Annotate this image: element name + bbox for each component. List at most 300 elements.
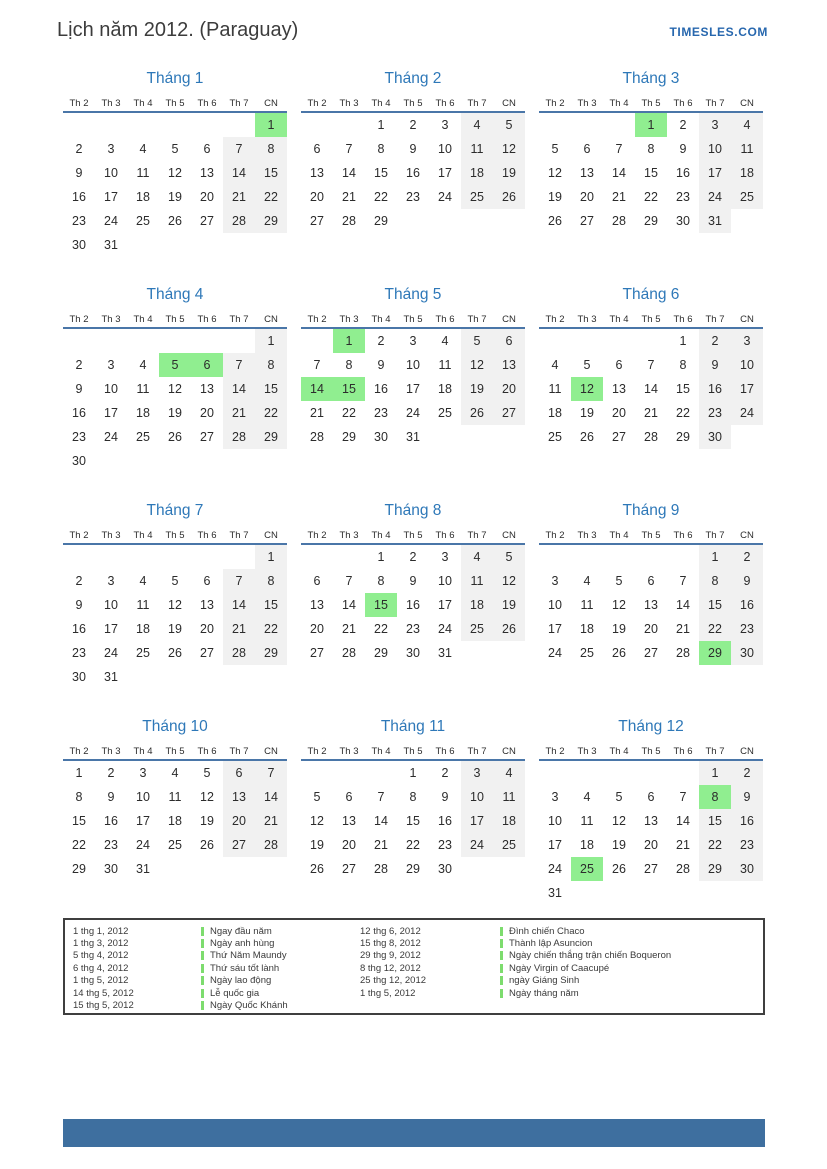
day-cell: 7 (255, 761, 287, 785)
day-cell: 27 (310, 646, 324, 660)
weekday-header: Th 3 (577, 745, 597, 757)
day-cell: 26 (493, 185, 525, 209)
day-cell (255, 449, 287, 473)
week-row (63, 545, 287, 569)
legend-date: 25 thg 12, 2012 (360, 975, 427, 987)
day-cell (539, 233, 571, 257)
day-cell: 25 (168, 838, 182, 852)
day-cell (127, 113, 159, 137)
day-cell: 24 (104, 430, 118, 444)
legend-date: 1 thg 1, 2012 (73, 925, 129, 937)
day-cell: 22 (406, 838, 420, 852)
day-cell (667, 545, 699, 569)
day-cell: 10 (104, 382, 118, 396)
day-cell: 11 (580, 598, 594, 612)
weekday-header: Th 3 (339, 529, 359, 541)
day-cell: 8 (699, 785, 731, 809)
day-cell: 17 (104, 190, 118, 204)
day-cell: 20 (200, 406, 214, 420)
day-cell: 2 (731, 545, 763, 569)
weekday-header-row (301, 743, 525, 761)
day-cell: 23 (72, 646, 86, 660)
legend-holiday-text: Đình chiến Chaco (509, 925, 585, 937)
day-cell: 30 (438, 862, 452, 876)
month-title: Tháng 9 (622, 502, 680, 519)
legend-date: 15 thg 8, 2012 (360, 938, 421, 950)
day-cell: 2 (679, 118, 687, 132)
week-row (539, 209, 763, 233)
day-cell: 27 (612, 430, 626, 444)
day-cell: 7 (345, 142, 353, 156)
day-cell: 25 (571, 857, 603, 881)
month-block (63, 502, 287, 689)
day-cell: 1 (75, 766, 83, 780)
day-cell: 19 (168, 622, 182, 636)
weekday-header: Th 5 (165, 529, 185, 541)
day-cell (699, 449, 731, 473)
legend-date: 5 thg 4, 2012 (73, 950, 129, 962)
weekday-header: Th 6 (197, 529, 217, 541)
week-row (539, 449, 763, 473)
day-cell: 16 (72, 622, 86, 636)
week-row (63, 881, 287, 905)
day-cell: 15 (255, 377, 287, 401)
day-cell (95, 329, 127, 353)
day-cell: 13 (342, 814, 356, 828)
day-cell: 31 (104, 238, 118, 252)
month-block (301, 70, 525, 257)
weekday-header: Th 5 (165, 97, 185, 109)
day-cell: 12 (548, 166, 562, 180)
weekday-header: Th 2 (545, 745, 565, 757)
months-grid (63, 70, 764, 905)
legend-holiday-text: Thứ Năm Maundy (210, 950, 287, 962)
weekday-header: Th 6 (435, 313, 455, 325)
day-cell: 18 (461, 161, 493, 185)
month-block (301, 286, 525, 473)
day-cell (127, 233, 159, 257)
day-cell: 14 (644, 382, 658, 396)
day-cell (95, 545, 127, 569)
weekday-header: Th 7 (229, 529, 249, 541)
day-cell: 20 (342, 838, 356, 852)
week-row (539, 881, 763, 905)
legend-date: 29 thg 9, 2012 (360, 950, 421, 962)
day-cell: 18 (136, 406, 150, 420)
day-cell: 25 (493, 833, 525, 857)
day-cell: 29 (255, 209, 287, 233)
legend-date: 12 thg 6, 2012 (360, 925, 421, 937)
day-cell: 9 (731, 785, 763, 809)
weekday-header: Th 2 (69, 745, 89, 757)
week-row (539, 809, 763, 833)
day-cell: 16 (72, 190, 86, 204)
week-row (63, 353, 287, 377)
weekday-header-row (63, 527, 287, 545)
weekday-header: Th 6 (435, 745, 455, 757)
weekday-header: Th 6 (435, 529, 455, 541)
day-cell: 14 (612, 166, 626, 180)
legend-holiday-name (500, 988, 579, 999)
day-cell: 3 (551, 574, 559, 588)
weekday-header: Th 3 (101, 745, 121, 757)
day-cell: 12 (168, 598, 182, 612)
day-cell (397, 209, 429, 233)
month-block (539, 286, 763, 473)
day-cell (63, 113, 95, 137)
day-cell: 14 (342, 598, 356, 612)
day-cell (365, 449, 397, 473)
day-cell (603, 545, 635, 569)
site-link[interactable]: TIMESLES.COM (669, 25, 768, 39)
legend-holiday-text: Ngày Virgin of Caacupé (509, 962, 610, 974)
day-cell: 16 (699, 377, 731, 401)
day-cell (333, 449, 365, 473)
day-cell: 24 (699, 185, 731, 209)
day-cell (461, 641, 493, 665)
day-cell: 24 (438, 622, 452, 636)
day-cell: 30 (72, 670, 86, 684)
day-cell: 6 (191, 353, 223, 377)
day-cell: 9 (377, 358, 385, 372)
legend-row (360, 962, 671, 974)
day-cell: 11 (168, 790, 182, 804)
day-cell (191, 449, 223, 473)
day-cell: 27 (580, 214, 594, 228)
day-cell (571, 545, 603, 569)
day-cell (95, 449, 127, 473)
day-cell: 21 (644, 406, 658, 420)
weekday-header: Th 2 (307, 313, 327, 325)
legend-holiday-name (500, 950, 671, 961)
day-cell (635, 329, 667, 353)
week-row (301, 233, 525, 257)
day-cell: 3 (107, 142, 115, 156)
day-cell: 26 (310, 862, 324, 876)
day-cell: 23 (676, 190, 690, 204)
day-cell: 21 (342, 622, 356, 636)
day-cell: 15 (72, 814, 86, 828)
legend-holiday-text: Thứ sáu tốt lành (210, 962, 280, 974)
day-cell: 8 (699, 569, 731, 593)
day-cell (159, 881, 191, 905)
day-cell: 23 (406, 622, 420, 636)
day-cell (461, 881, 493, 905)
day-cell (699, 233, 731, 257)
day-cell: 20 (612, 406, 626, 420)
week-row (301, 857, 525, 881)
holiday-marker-icon (201, 964, 204, 973)
day-cell: 31 (699, 209, 731, 233)
weekday-header: Th 4 (371, 745, 391, 757)
day-cell: 12 (461, 353, 493, 377)
day-cell: 4 (461, 545, 493, 569)
weekday-header: Th 5 (165, 745, 185, 757)
day-cell: 1 (679, 334, 687, 348)
day-cell (571, 449, 603, 473)
legend-row (360, 975, 671, 987)
weekday-header: Th 7 (467, 97, 487, 109)
day-cell: 7 (615, 142, 623, 156)
day-cell: 13 (223, 785, 255, 809)
day-cell: 25 (136, 214, 150, 228)
day-cell: 10 (731, 353, 763, 377)
week-row (301, 641, 525, 665)
day-cell: 4 (171, 766, 179, 780)
day-cell (127, 881, 159, 905)
month-block (539, 718, 763, 905)
day-cell: 26 (200, 838, 214, 852)
day-cell: 26 (580, 430, 594, 444)
month-title: Tháng 2 (384, 70, 442, 87)
day-cell (539, 329, 571, 353)
day-cell: 4 (493, 761, 525, 785)
legend-column (73, 925, 288, 1012)
day-cell (301, 665, 333, 689)
day-cell: 16 (406, 598, 420, 612)
weekday-header-row (539, 311, 763, 329)
week-row (63, 329, 287, 353)
day-cell: 12 (493, 137, 525, 161)
day-cell (301, 881, 333, 905)
day-cell: 22 (255, 185, 287, 209)
day-cell (333, 233, 365, 257)
day-cell: 1 (377, 550, 385, 564)
day-cell: 13 (200, 598, 214, 612)
day-cell: 23 (406, 190, 420, 204)
week-row (539, 785, 763, 809)
day-cell: 9 (75, 166, 83, 180)
day-cell: 21 (255, 809, 287, 833)
holiday-marker-icon (500, 939, 503, 948)
day-cell (159, 233, 191, 257)
day-cell: 3 (139, 766, 147, 780)
weekday-header: Th 3 (577, 313, 597, 325)
weekday-header: Th 7 (229, 745, 249, 757)
week-row (63, 785, 287, 809)
day-cell (191, 857, 223, 881)
day-cell: 6 (493, 329, 525, 353)
week-row (63, 401, 287, 425)
day-cell: 25 (136, 646, 150, 660)
day-cell: 15 (699, 809, 731, 833)
weekday-header-row (301, 95, 525, 113)
month-title: Tháng 5 (384, 286, 442, 303)
day-cell (301, 545, 333, 569)
day-cell: 18 (580, 622, 594, 636)
day-cell (667, 881, 699, 905)
day-cell: 16 (731, 809, 763, 833)
day-cell (63, 329, 95, 353)
day-cell: 22 (644, 190, 658, 204)
legend-holiday-name (201, 1000, 288, 1011)
day-cell: 25 (580, 646, 594, 660)
day-cell: 5 (551, 142, 559, 156)
day-cell: 29 (644, 214, 658, 228)
legend-holiday-text: Ngày anh hùng (210, 938, 275, 950)
weekday-header: Th 2 (545, 529, 565, 541)
weekday-header: CN (502, 313, 516, 325)
day-cell: 9 (409, 142, 417, 156)
day-cell: 7 (345, 574, 353, 588)
day-cell: 15 (255, 593, 287, 617)
day-cell: 17 (731, 377, 763, 401)
day-cell: 9 (699, 353, 731, 377)
weekday-header: Th 2 (307, 529, 327, 541)
day-cell: 11 (438, 358, 452, 372)
day-cell: 30 (731, 641, 763, 665)
day-cell: 6 (615, 358, 623, 372)
day-cell: 27 (200, 646, 214, 660)
day-cell: 20 (200, 190, 214, 204)
week-row (301, 449, 525, 473)
week-row (301, 113, 525, 137)
day-cell: 21 (223, 401, 255, 425)
day-cell (223, 113, 255, 137)
day-cell (461, 665, 493, 689)
week-row (301, 761, 525, 785)
day-cell: 7 (223, 353, 255, 377)
day-cell: 20 (493, 377, 525, 401)
day-cell (461, 209, 493, 233)
day-cell (429, 209, 461, 233)
day-cell: 27 (493, 401, 525, 425)
legend-row (360, 987, 671, 999)
holiday-marker-icon (500, 951, 503, 960)
day-cell (223, 449, 255, 473)
weekday-header: Th 3 (101, 97, 121, 109)
footer-bar (63, 1119, 765, 1147)
day-cell (191, 545, 223, 569)
weekday-header-row (63, 311, 287, 329)
legend-holiday-text: Ngay đầu năm (210, 925, 272, 937)
day-cell: 2 (409, 550, 417, 564)
day-cell (731, 209, 763, 233)
day-cell: 2 (377, 334, 385, 348)
day-cell: 31 (548, 886, 562, 900)
day-cell (539, 545, 571, 569)
weekday-header-row (63, 95, 287, 113)
day-cell: 28 (342, 646, 356, 660)
day-cell: 24 (136, 838, 150, 852)
legend-holiday-text: Lễ quốc gia (210, 987, 260, 999)
day-cell: 30 (676, 214, 690, 228)
day-cell (63, 545, 95, 569)
day-cell: 10 (438, 574, 452, 588)
day-cell: 18 (548, 406, 562, 420)
day-cell: 14 (223, 377, 255, 401)
day-cell: 3 (441, 550, 449, 564)
day-cell: 14 (301, 377, 333, 401)
day-cell: 17 (136, 814, 150, 828)
weekday-header: CN (264, 313, 278, 325)
day-cell: 13 (580, 166, 594, 180)
week-row (539, 161, 763, 185)
weekday-header-row (539, 743, 763, 761)
week-row (539, 329, 763, 353)
day-cell: 27 (644, 646, 658, 660)
day-cell: 16 (676, 166, 690, 180)
weekday-header: Th 5 (403, 529, 423, 541)
weekday-header: Th 7 (467, 313, 487, 325)
weekday-header: Th 6 (673, 313, 693, 325)
day-cell: 17 (548, 838, 562, 852)
day-cell (635, 449, 667, 473)
day-cell: 21 (342, 190, 356, 204)
day-cell: 10 (104, 598, 118, 612)
day-cell: 22 (676, 406, 690, 420)
holiday-marker-icon (201, 927, 204, 936)
month-block (301, 718, 525, 905)
day-cell: 7 (647, 358, 655, 372)
week-row (539, 377, 763, 401)
day-cell (191, 881, 223, 905)
day-cell: 4 (139, 358, 147, 372)
day-cell: 11 (136, 166, 150, 180)
day-cell: 26 (548, 214, 562, 228)
day-cell (63, 881, 95, 905)
day-cell: 18 (438, 382, 452, 396)
day-cell (667, 761, 699, 785)
day-cell: 18 (580, 838, 594, 852)
day-cell (635, 545, 667, 569)
month-title: Tháng 11 (380, 718, 446, 735)
day-cell: 19 (612, 622, 626, 636)
legend-date: 1 thg 5, 2012 (73, 975, 129, 987)
day-cell: 13 (644, 598, 658, 612)
day-cell: 7 (223, 137, 255, 161)
day-cell (493, 449, 525, 473)
legend-date: 14 thg 5, 2012 (73, 987, 134, 999)
day-cell: 8 (409, 790, 417, 804)
day-cell (571, 113, 603, 137)
day-cell: 15 (333, 377, 365, 401)
legend-date: 1 thg 5, 2012 (360, 987, 416, 999)
day-cell: 1 (635, 113, 667, 137)
weekday-header: Th 6 (197, 745, 217, 757)
week-row (539, 137, 763, 161)
day-cell: 3 (699, 113, 731, 137)
week-row (301, 785, 525, 809)
week-row (63, 857, 287, 881)
day-cell: 25 (461, 617, 493, 641)
day-cell: 30 (104, 862, 118, 876)
day-cell (159, 665, 191, 689)
day-cell: 6 (203, 574, 211, 588)
day-cell (365, 665, 397, 689)
day-cell: 4 (139, 574, 147, 588)
month-block (63, 718, 287, 905)
day-cell (127, 329, 159, 353)
month-block (539, 70, 763, 257)
month-block (301, 502, 525, 689)
legend-date: 1 thg 3, 2012 (73, 938, 129, 950)
day-cell: 31 (136, 862, 150, 876)
day-cell: 29 (699, 641, 731, 665)
day-cell (191, 233, 223, 257)
weekday-header: Th 4 (371, 529, 391, 541)
day-cell: 21 (223, 185, 255, 209)
week-row (539, 833, 763, 857)
day-cell (493, 857, 525, 881)
weekday-header: CN (264, 745, 278, 757)
day-cell (127, 545, 159, 569)
day-cell: 30 (374, 430, 388, 444)
day-cell: 23 (72, 430, 86, 444)
day-cell: 12 (168, 166, 182, 180)
day-cell (429, 233, 461, 257)
week-row (301, 809, 525, 833)
